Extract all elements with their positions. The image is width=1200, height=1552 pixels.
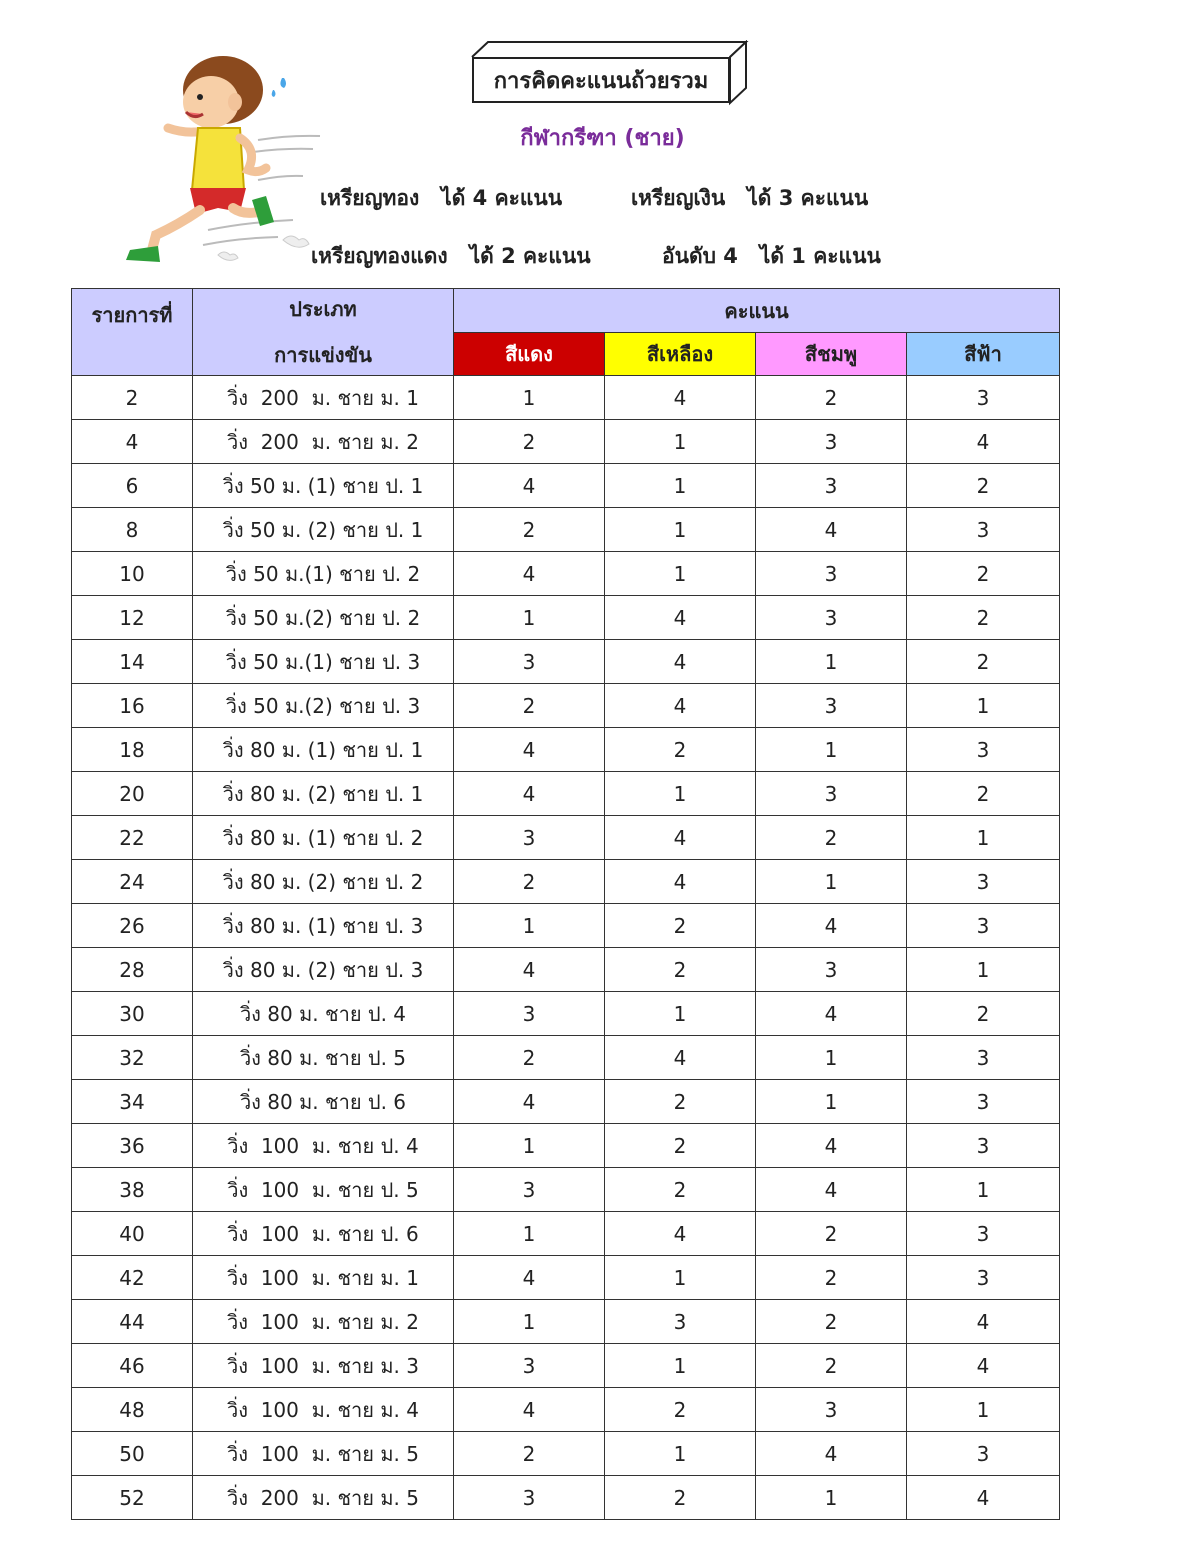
cell-item-no: 42: [72, 1256, 193, 1300]
cell-event: วิ่ง 100 ม. ชาย ป. 6: [193, 1212, 454, 1256]
cell-score-blue: 2: [907, 640, 1060, 684]
cell-score-red: 1: [454, 1124, 605, 1168]
cell-score-blue: 2: [907, 552, 1060, 596]
cell-score-yellow: 4: [605, 684, 756, 728]
cell-score-red: 3: [454, 816, 605, 860]
cell-score-red: 1: [454, 1300, 605, 1344]
cell-score-blue: 3: [907, 1432, 1060, 1476]
cell-score-red: 1: [454, 376, 605, 420]
table-row: [72, 1476, 1060, 1520]
cell-score-pink: 2: [756, 1344, 907, 1388]
cell-event: วิ่ง 80 ม. (2) ชาย ป. 1: [193, 772, 454, 816]
cell-score-red: 4: [454, 1080, 605, 1124]
header-event-type: [193, 289, 454, 376]
cell-score-yellow: 1: [605, 1344, 756, 1388]
cell-score-blue: 2: [907, 772, 1060, 816]
table-row: [72, 1256, 1060, 1300]
cell-score-pink: 2: [756, 1300, 907, 1344]
cell-score-pink: 1: [756, 1036, 907, 1080]
cell-score-yellow: 4: [605, 640, 756, 684]
cell-event: วิ่ง 50 ม.(1) ชาย ป. 2: [193, 552, 454, 596]
cell-score-pink: 4: [756, 1124, 907, 1168]
cell-item-no: 14: [72, 640, 193, 684]
cell-item-no: 20: [72, 772, 193, 816]
table-row: [72, 376, 1060, 420]
cell-item-no: 16: [72, 684, 193, 728]
cell-event: วิ่ง 100 ม. ชาย ม. 2: [193, 1300, 454, 1344]
cell-score-red: 4: [454, 1256, 605, 1300]
cell-score-yellow: 2: [605, 1168, 756, 1212]
cell-score-red: 2: [454, 1432, 605, 1476]
cell-item-no: 18: [72, 728, 193, 772]
cell-score-pink: 2: [756, 1256, 907, 1300]
cell-score-blue: 1: [907, 1168, 1060, 1212]
table-row: [72, 1212, 1060, 1256]
cell-event: วิ่ง 100 ม. ชาย ป. 5: [193, 1168, 454, 1212]
cell-score-blue: 3: [907, 1080, 1060, 1124]
cell-event: วิ่ง 200 ม. ชาย ม. 1: [193, 376, 454, 420]
cell-score-blue: 3: [907, 508, 1060, 552]
cell-score-red: 2: [454, 684, 605, 728]
table-row: [72, 596, 1060, 640]
cell-score-pink: 2: [756, 1212, 907, 1256]
cell-event: วิ่ง 80 ม. ชาย ป. 4: [193, 992, 454, 1036]
cell-score-blue: 4: [907, 1344, 1060, 1388]
cell-event: วิ่ง 80 ม. (1) ชาย ป. 3: [193, 904, 454, 948]
cell-event: วิ่ง 50 ม.(2) ชาย ป. 3: [193, 684, 454, 728]
cell-score-pink: 2: [756, 376, 907, 420]
cell-score-yellow: 4: [605, 1036, 756, 1080]
cell-score-yellow: 2: [605, 1124, 756, 1168]
cell-score-yellow: 1: [605, 1256, 756, 1300]
table-row: [72, 1300, 1060, 1344]
cell-score-blue: 3: [907, 1256, 1060, 1300]
cell-score-blue: 4: [907, 1476, 1060, 1520]
cell-score-yellow: 4: [605, 1212, 756, 1256]
table-row: [72, 948, 1060, 992]
cell-score-pink: 4: [756, 1432, 907, 1476]
page-subtitle: กีฬากรีฑา (ชาย): [520, 126, 685, 151]
cell-event: วิ่ง 80 ม. (1) ชาย ป. 1: [193, 728, 454, 772]
cell-event: วิ่ง 200 ม. ชาย ม. 2: [193, 420, 454, 464]
cell-item-no: 40: [72, 1212, 193, 1256]
cell-score-pink: 4: [756, 904, 907, 948]
cell-item-no: 48: [72, 1388, 193, 1432]
header-team-blue: สีฟ้า: [907, 333, 1060, 376]
cell-score-blue: 2: [907, 464, 1060, 508]
cell-score-red: 2: [454, 860, 605, 904]
table-row: [72, 552, 1060, 596]
cell-score-yellow: 1: [605, 992, 756, 1036]
cell-item-no: 52: [72, 1476, 193, 1520]
cell-event: วิ่ง 100 ม. ชาย ม. 1: [193, 1256, 454, 1300]
cell-event: วิ่ง 200 ม. ชาย ม. 5: [193, 1476, 454, 1520]
table-row: [72, 640, 1060, 684]
cell-item-no: 26: [72, 904, 193, 948]
cell-event: วิ่ง 80 ม. (2) ชาย ป. 2: [193, 860, 454, 904]
cell-score-red: 4: [454, 552, 605, 596]
cell-score-yellow: 1: [605, 1432, 756, 1476]
score-table: [71, 288, 1060, 1520]
cell-item-no: 10: [72, 552, 193, 596]
cell-event: วิ่ง 100 ม. ชาย ม. 5: [193, 1432, 454, 1476]
cell-event: วิ่ง 80 ม. ชาย ป. 6: [193, 1080, 454, 1124]
scoring-silver: เหรียญเงิน ได้ 3 คะแนน: [631, 186, 869, 210]
cell-item-no: 32: [72, 1036, 193, 1080]
header-event-type-line2: การแข่งขัน: [274, 343, 372, 367]
cell-score-yellow: 4: [605, 816, 756, 860]
header-item-no: รายการที่: [72, 289, 193, 376]
table-row: [72, 1036, 1060, 1080]
cell-item-no: 12: [72, 596, 193, 640]
cell-score-pink: 3: [756, 948, 907, 992]
cell-score-blue: 3: [907, 728, 1060, 772]
cell-score-pink: 1: [756, 640, 907, 684]
cell-score-pink: 3: [756, 684, 907, 728]
cell-item-no: 6: [72, 464, 193, 508]
cell-score-red: 4: [454, 948, 605, 992]
cell-score-yellow: 1: [605, 464, 756, 508]
cell-event: วิ่ง 80 ม. (1) ชาย ป. 2: [193, 816, 454, 860]
cell-item-no: 8: [72, 508, 193, 552]
table-row: [72, 772, 1060, 816]
cell-score-yellow: 4: [605, 596, 756, 640]
table-row: [72, 1344, 1060, 1388]
table-row: [72, 992, 1060, 1036]
cell-score-pink: 4: [756, 1168, 907, 1212]
cell-score-red: 2: [454, 420, 605, 464]
table-row: [72, 728, 1060, 772]
cell-score-yellow: 2: [605, 1080, 756, 1124]
cell-score-pink: 3: [756, 464, 907, 508]
table-row: [72, 1124, 1060, 1168]
table-row: [72, 1080, 1060, 1124]
cell-item-no: 44: [72, 1300, 193, 1344]
cell-score-blue: 3: [907, 1212, 1060, 1256]
header-event-type-line1: ประเภท: [289, 297, 357, 321]
cell-score-red: 4: [454, 1388, 605, 1432]
cell-item-no: 24: [72, 860, 193, 904]
table-row: [72, 904, 1060, 948]
cell-score-blue: 1: [907, 816, 1060, 860]
cell-score-blue: 3: [907, 904, 1060, 948]
page-title: การคิดคะแนนถ้วยรวม: [472, 57, 730, 103]
cell-event: วิ่ง 100 ม. ชาย ม. 4: [193, 1388, 454, 1432]
cell-score-red: 1: [454, 1212, 605, 1256]
cell-score-red: 3: [454, 1344, 605, 1388]
scoring-fourth: อันดับ 4 ได้ 1 คะแนน: [662, 244, 881, 268]
cell-score-blue: 3: [907, 376, 1060, 420]
header-score: คะแนน: [454, 289, 1060, 333]
table-row: [72, 464, 1060, 508]
cell-score-blue: 3: [907, 1124, 1060, 1168]
cell-score-yellow: 4: [605, 376, 756, 420]
cell-score-red: 3: [454, 992, 605, 1036]
scoring-gold: เหรียญทอง ได้ 4 คะแนน: [320, 186, 563, 210]
cell-score-blue: 4: [907, 420, 1060, 464]
table-row: [72, 860, 1060, 904]
cell-event: วิ่ง 50 ม. (2) ชาย ป. 1: [193, 508, 454, 552]
cell-score-pink: 1: [756, 860, 907, 904]
cell-event: วิ่ง 80 ม. (2) ชาย ป. 3: [193, 948, 454, 992]
cell-score-red: 1: [454, 596, 605, 640]
table-row: [72, 508, 1060, 552]
cell-score-blue: 4: [907, 1300, 1060, 1344]
cell-score-pink: 3: [756, 552, 907, 596]
cell-item-no: 4: [72, 420, 193, 464]
cell-score-blue: 3: [907, 1036, 1060, 1080]
cell-score-red: 3: [454, 1476, 605, 1520]
cell-score-yellow: 2: [605, 728, 756, 772]
cell-score-pink: 1: [756, 728, 907, 772]
cell-score-pink: 3: [756, 772, 907, 816]
cell-score-yellow: 2: [605, 948, 756, 992]
cell-score-blue: 2: [907, 596, 1060, 640]
cell-score-pink: 1: [756, 1476, 907, 1520]
cell-item-no: 38: [72, 1168, 193, 1212]
table-row: [72, 684, 1060, 728]
cell-item-no: 34: [72, 1080, 193, 1124]
cell-score-red: 2: [454, 508, 605, 552]
cell-score-yellow: 1: [605, 420, 756, 464]
header-team-pink: สีชมพู: [756, 333, 907, 376]
table-row: [72, 420, 1060, 464]
cell-score-pink: 3: [756, 1388, 907, 1432]
cell-score-yellow: 2: [605, 1476, 756, 1520]
cell-event: วิ่ง 50 ม.(1) ชาย ป. 3: [193, 640, 454, 684]
cell-event: วิ่ง 100 ม. ชาย ม. 3: [193, 1344, 454, 1388]
header-team-red: สีแดง: [454, 333, 605, 376]
cell-score-pink: 4: [756, 992, 907, 1036]
cell-score-blue: 3: [907, 860, 1060, 904]
cell-event: วิ่ง 100 ม. ชาย ป. 4: [193, 1124, 454, 1168]
table-row: [72, 1432, 1060, 1476]
cell-item-no: 46: [72, 1344, 193, 1388]
cell-score-blue: 1: [907, 1388, 1060, 1432]
cell-event: วิ่ง 80 ม. ชาย ป. 5: [193, 1036, 454, 1080]
table-row: [72, 816, 1060, 860]
cell-score-red: 4: [454, 772, 605, 816]
cell-score-red: 3: [454, 1168, 605, 1212]
table-row: [72, 1168, 1060, 1212]
cell-item-no: 2: [72, 376, 193, 420]
cell-score-red: 4: [454, 728, 605, 772]
cell-score-pink: 3: [756, 420, 907, 464]
cell-score-yellow: 1: [605, 772, 756, 816]
cell-item-no: 36: [72, 1124, 193, 1168]
cell-score-yellow: 4: [605, 860, 756, 904]
score-table-body: [72, 376, 1060, 1520]
cell-score-yellow: 1: [605, 508, 756, 552]
cell-item-no: 28: [72, 948, 193, 992]
cell-score-yellow: 2: [605, 904, 756, 948]
cell-score-yellow: 3: [605, 1300, 756, 1344]
cell-score-red: 4: [454, 464, 605, 508]
cell-score-pink: 2: [756, 816, 907, 860]
cell-score-pink: 4: [756, 508, 907, 552]
cell-score-pink: 3: [756, 596, 907, 640]
runner-illustration: [108, 50, 328, 275]
cell-item-no: 22: [72, 816, 193, 860]
cell-score-red: 1: [454, 904, 605, 948]
header-team-yellow: สีเหลือง: [605, 333, 756, 376]
cell-event: วิ่ง 50 ม. (1) ชาย ป. 1: [193, 464, 454, 508]
cell-score-blue: 1: [907, 684, 1060, 728]
cell-score-pink: 1: [756, 1080, 907, 1124]
scoring-bronze: เหรียญทองแดง ได้ 2 คะแนน: [311, 244, 591, 268]
cell-score-blue: 2: [907, 992, 1060, 1036]
table-row: [72, 1388, 1060, 1432]
cell-event: วิ่ง 50 ม.(2) ชาย ป. 2: [193, 596, 454, 640]
cell-score-red: 3: [454, 640, 605, 684]
cell-score-blue: 1: [907, 948, 1060, 992]
cell-item-no: 50: [72, 1432, 193, 1476]
cell-score-yellow: 1: [605, 552, 756, 596]
cell-score-red: 2: [454, 1036, 605, 1080]
cell-item-no: 30: [72, 992, 193, 1036]
cell-score-yellow: 2: [605, 1388, 756, 1432]
